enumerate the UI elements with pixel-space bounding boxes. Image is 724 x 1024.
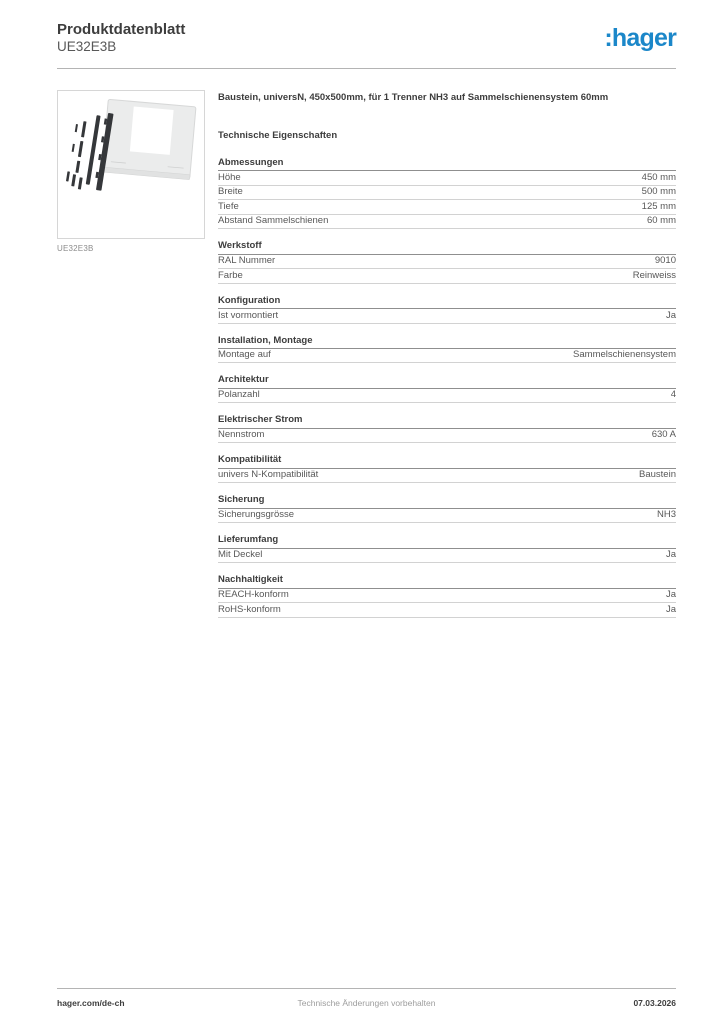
page-footer: [57, 988, 676, 1008]
product-photo: [57, 90, 205, 239]
spec-row-reach-konform: [218, 589, 676, 603]
section-title: Architektur: [218, 375, 676, 388]
spec-label: Farbe: [218, 269, 243, 281]
spec-value: 125 mm: [641, 200, 676, 212]
footer-notice: Technische Änderungen vorbehalten: [297, 998, 436, 1008]
spec-label: RoHS-konform: [218, 603, 281, 615]
main-content: [0, 69, 724, 617]
spec-label: Ist vormontiert: [218, 309, 279, 321]
section-title: Sicherung: [218, 495, 676, 508]
spec-value: Ja: [665, 309, 676, 321]
section-title: Lieferumfang: [218, 535, 676, 548]
spec-section-lieferumfang: [218, 535, 676, 563]
spec-label: Höhe: [218, 171, 241, 183]
spec-row-ral-nummer: [218, 255, 676, 269]
spec-value: Ja: [665, 549, 676, 561]
spec-row-polanzahl: [218, 389, 676, 403]
footer-date: 07.03.2026: [633, 998, 676, 1008]
spec-label: univers N-Kompatibilität: [218, 469, 319, 481]
spec-row-univers-n-kompatibilit-t: [218, 469, 676, 483]
spec-label: RAL Nummer: [218, 255, 276, 267]
spec-section-kompatibilit-t: [218, 455, 676, 483]
spec-section-installation-montage: [218, 336, 676, 364]
section-title: Nachhaltigkeit: [218, 575, 676, 588]
spec-value: 450 mm: [641, 171, 676, 183]
spec-row-montage-auf: [218, 349, 676, 363]
spec-value: 60 mm: [646, 215, 676, 227]
spec-label: Tiefe: [218, 200, 239, 212]
spec-row-h-he: [218, 171, 676, 185]
spec-label: Polanzahl: [218, 389, 260, 401]
spec-row-breite: [218, 186, 676, 200]
spec-value: 4: [670, 389, 676, 401]
spec-value: 9010: [654, 255, 676, 267]
footer-site-link[interactable]: hager.com/de-ch: [57, 998, 125, 1008]
product-image-caption: UE32E3B: [57, 244, 94, 254]
spec-value: Ja: [665, 589, 676, 601]
section-title: Kompatibilität: [218, 455, 676, 468]
spec-row-mit-deckel: [218, 549, 676, 563]
spec-row-abstand-sammelschienen: [218, 215, 676, 229]
spec-section-sicherung: [218, 495, 676, 523]
spec-value: Baustein: [639, 469, 676, 481]
spec-section-elektrischer-strom: [218, 415, 676, 443]
spec-row-ist-vormontiert: [218, 309, 676, 323]
spec-value: 500 mm: [641, 186, 676, 198]
page-title: Produktdatenblatt: [57, 21, 186, 38]
spec-row-farbe: [218, 269, 676, 283]
product-image-column: [57, 90, 205, 253]
spec-value: Reinweiss: [632, 269, 676, 281]
spec-section-konfiguration: [218, 296, 676, 324]
spec-sections: [218, 158, 676, 618]
section-title: Konfiguration: [218, 296, 676, 309]
page-header: [0, 0, 724, 55]
spec-value: Ja: [665, 603, 676, 615]
product-reference: UE32E3B: [57, 39, 117, 55]
spec-label: Nennstrom: [218, 429, 265, 441]
spec-label: REACH-konform: [218, 589, 289, 601]
spec-row-nennstrom: [218, 429, 676, 443]
tech-properties-heading: Technische Eigenschaften: [218, 129, 338, 141]
spec-section-architektur: [218, 375, 676, 403]
spec-label: Montage auf: [218, 349, 271, 361]
spec-value: 630 A: [651, 429, 676, 441]
spec-section-abmessungen: [218, 158, 676, 229]
spec-label: Abstand Sammelschienen: [218, 215, 329, 227]
spec-row-sicherungsgr-sse: [218, 509, 676, 523]
spec-value: NH3: [656, 509, 676, 521]
spec-value: Sammelschienensystem: [573, 349, 676, 361]
section-title: Installation, Montage: [218, 336, 676, 349]
section-title: Abmessungen: [218, 158, 676, 171]
section-title: Werkstoff: [218, 241, 676, 254]
product-description: Baustein, universN, 450x500mm, für 1 Trenner NH3 auf Sammelschienensystem 60mm: [218, 92, 609, 104]
spec-label: Breite: [218, 186, 243, 198]
specifications-column: [218, 90, 676, 617]
spec-label: Mit Deckel: [218, 549, 263, 561]
section-title: Elektrischer Strom: [218, 415, 676, 428]
product-photo-drawing: [58, 91, 204, 238]
spec-row-rohs-konform: [218, 603, 676, 617]
spec-section-nachhaltigkeit: [218, 575, 676, 617]
spec-section-werkstoff: [218, 241, 676, 283]
spec-label: Sicherungsgrösse: [218, 509, 295, 521]
hager-logo: :hager: [604, 24, 676, 52]
footer-row: [57, 998, 676, 1008]
spec-row-tiefe: [218, 200, 676, 214]
header-titles: [57, 21, 185, 55]
